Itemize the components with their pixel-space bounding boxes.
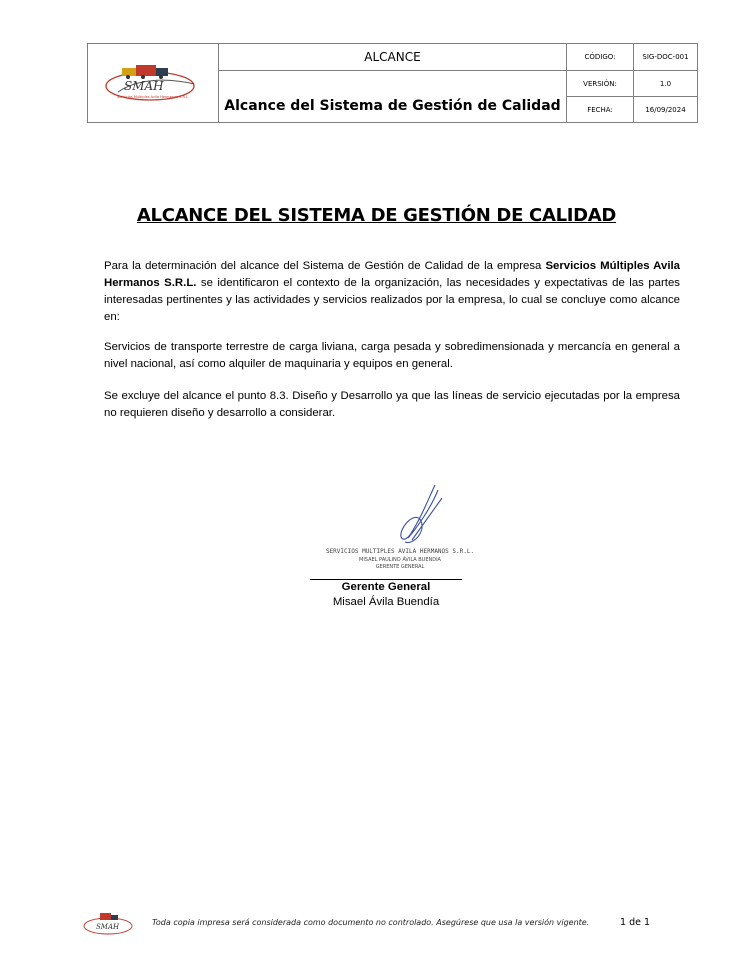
meta-label-code: CÓDIGO: [567, 44, 634, 71]
company-name: Servicios Múltiples Avila Hermanos S.R.L. [104, 260, 680, 289]
page-number: 1 de 1 [620, 917, 651, 928]
meta-label-version: VERSIÓN: [567, 71, 634, 97]
footer-disclaimer: Toda copia impresa será considerada como documento no controlado. Asegúrese que usa la versión vigente. [152, 918, 590, 927]
signature-line [310, 579, 462, 580]
svg-text:SMAH: SMAH [96, 923, 120, 931]
meta-label-date: FECHA: [567, 97, 634, 122]
company-logo [88, 44, 219, 122]
svg-text:SERVICIOS MULTIPLES AVILA HERM: SERVICIOS MULTIPLES AVILA HERMANOS S.R.L. [325, 548, 475, 555]
document-title: Alcance del Sistema de Gestión de Calidad [219, 71, 567, 122]
signature-stamp [325, 480, 475, 580]
meta-value-version: 1.0 [634, 71, 697, 97]
page-heading: ALCANCE DEL SISTEMA DE GESTIÓN DE CALIDAD [136, 205, 617, 226]
meta-value-code: SIG-DOC-001 [634, 44, 697, 71]
meta-value-date: 16/09/2024 [645, 105, 686, 114]
paragraph-exclusion: Se excluye del alcance el punto 8.3. Diseño y Desarrollo ya que las líneas de servicio ejecutadas por la empresa no requieren diseño y desarrollo a considerar. [104, 390, 680, 419]
paragraph-intro: Para la determinación del alcance del Sistema de Gestión de Calidad de la empresa Servicios Múltiples Avila Hermanos S.R.L. se identificaron el contexto de la organización, las necesidades y expectativas de las partes interesadas pertinentes y las actividades y servicios realizados por la empresa, lo cual se concluye como alcance en: [104, 260, 680, 323]
paragraph-scope: Servicios de transporte terrestre de carga liviana, carga pesada y sobredimensionada y mercancía en general a nivel nacional, así como alquiler de maquinaria y equipos en general. [104, 341, 680, 370]
section-label: ALCANCE [219, 44, 567, 71]
svg-text:GERENTE GENERAL: GERENTE GENERAL [375, 564, 425, 570]
signer-name: Misael Ávila Buendía [332, 596, 440, 608]
svg-text:SMAH: SMAH [124, 79, 164, 93]
svg-text:Servicios Múltiples Avila Herm: Servicios Múltiples Avila Hermanos S.R.L. [117, 95, 189, 99]
signer-role: Gerente General [341, 581, 431, 593]
footer-logo [78, 908, 138, 938]
svg-text:MISAEL PAULINO ÁVILA BUENDIA: MISAEL PAULINO ÁVILA BUENDIA [359, 557, 441, 563]
document-header [87, 43, 698, 123]
